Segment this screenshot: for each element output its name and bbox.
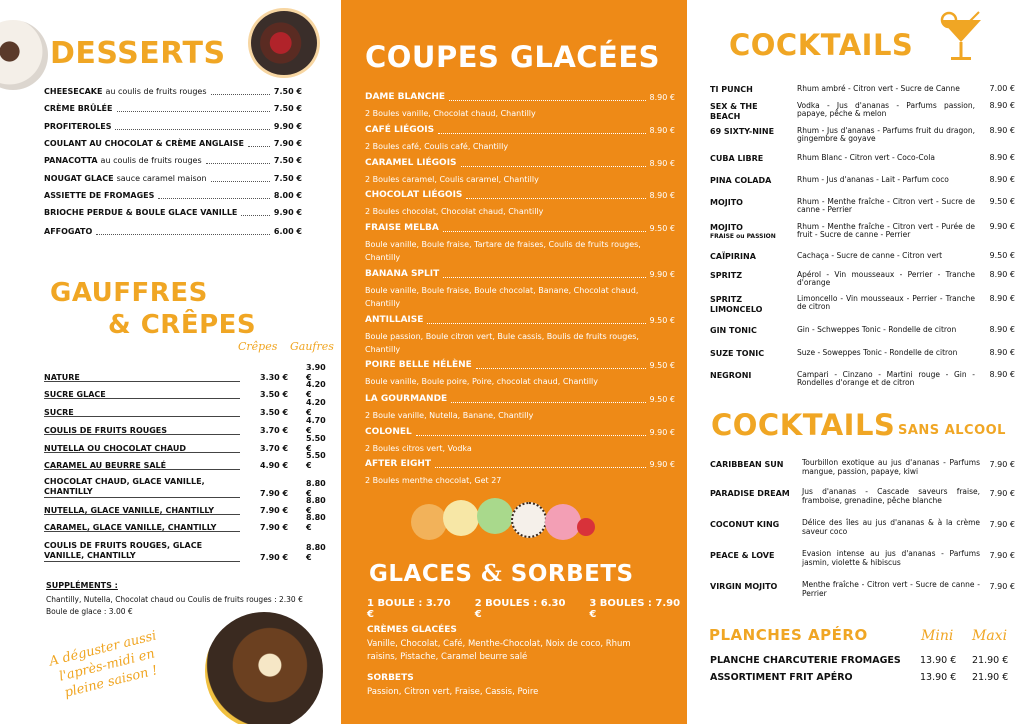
dessert-row	[44, 156, 302, 166]
cocktail-price: 8.90 €	[989, 175, 1015, 184]
dessert-price: 7.50 €	[273, 87, 302, 96]
gauffres-title: GAUFFRES	[50, 278, 208, 308]
middle-panel	[341, 0, 687, 724]
gauffre-row	[44, 451, 332, 471]
crepe-price: 3.70 €	[260, 426, 289, 435]
glaces-title-b: SORBETS	[510, 561, 634, 587]
gauffre-line	[44, 452, 240, 453]
crepe-price: 3.70 €	[260, 444, 289, 453]
supplements-title: SUPPLÉMENTS :	[46, 581, 118, 590]
coupe-desc: Boule vanille, Boule fraise, Tartare de fraises, Coulis de fruits rouges, Chantilly	[365, 240, 641, 262]
dessert-price: 7.90 €	[273, 139, 302, 148]
coupe-price: 9.90 €	[649, 428, 675, 437]
dessert-dots	[248, 146, 270, 147]
coupe-desc: Boule vanille, Boule fraise, Boule chocolat, Banane, Chocolat chaud, Chantilly	[365, 286, 639, 308]
price-3-boules: 3 BOULES : 7.90 €	[589, 598, 681, 620]
sans-alcool-price: 7.90 €	[989, 551, 1015, 560]
crepes-title: & CRÊPES	[108, 310, 257, 340]
cocktail-name	[710, 371, 790, 381]
coupe-price: 9.90 €	[649, 270, 675, 279]
coupe-dots	[435, 467, 646, 468]
gauffre-row	[44, 541, 332, 563]
coupe-desc: 2 Boule vanille, Nutella, Banane, Chantilly	[365, 411, 534, 420]
dessert-row	[44, 191, 302, 201]
coupe-item	[365, 92, 675, 120]
coupe-header	[365, 269, 675, 280]
dessert-name: NOUGAT GLACE	[44, 174, 114, 183]
coupe-name: ANTILLAISE	[365, 315, 424, 325]
coupe-name: CAFÉ LIÉGOIS	[365, 125, 435, 135]
cocktail-price: 8.90 €	[989, 126, 1015, 135]
gauffre-name: COULIS DE FRUITS ROUGES	[44, 426, 168, 435]
coupe-desc: Boule vanille, Boule poire, Poire, chocolat chaud, Chantilly	[365, 377, 598, 386]
coupe-header	[365, 223, 675, 234]
cocktail-name	[710, 154, 790, 164]
left-panel	[0, 0, 341, 724]
dessert-photo-plate	[0, 20, 48, 90]
gauffre-line	[44, 469, 240, 470]
cocktail-name-text: CAÏPIRINA	[710, 252, 756, 261]
dessert-desc: au coulis de fruits rouges	[100, 156, 202, 165]
coupe-item	[365, 269, 675, 310]
coupe-item	[365, 459, 675, 487]
desserts-title: DESSERTS	[50, 36, 226, 71]
coupe-item	[365, 223, 675, 264]
gauffre-name: CARAMEL, GLACE VANILLE, CHANTILLY	[44, 523, 217, 532]
dessert-row	[44, 122, 302, 132]
cocktail-name	[710, 85, 790, 95]
gauffre-row	[44, 434, 332, 454]
sans-alcool-name: VIRGIN MOJITO	[710, 582, 778, 591]
gauffre-row	[44, 496, 332, 516]
dessert-name: BRIOCHE PERDUE & BOULE GLACE VANILLE	[44, 208, 238, 217]
coupe-item	[365, 394, 675, 422]
dessert-row	[44, 139, 302, 149]
cocktail-desc: Rhum - Menthe fraîche - Citron vert - Sucre de canne - Perrier	[797, 197, 975, 214]
crepe-price: 7.90 €	[260, 523, 289, 532]
dessert-price: 6.00 €	[273, 227, 302, 236]
cocktail-name	[710, 271, 790, 281]
cocktail-name-text: SUZE TONIC	[710, 349, 765, 358]
coupe-price: 8.90 €	[649, 126, 675, 135]
supplements-line2: Boule de glace : 3.00 €	[46, 607, 133, 616]
cocktail-price: 9.50 €	[989, 251, 1015, 260]
coupe-header	[365, 125, 675, 136]
cocktail-price: 9.90 €	[989, 222, 1015, 231]
dessert-name: CHEESECAKE	[44, 87, 103, 96]
gauffre-name: SUCRE GLACE	[44, 390, 106, 399]
cocktail-desc: Gin - Schweppes Tonic - Rondelle de citron	[797, 325, 957, 334]
dessert-dots	[241, 215, 270, 216]
sans-alcool-name: COCONUT KING	[710, 520, 780, 529]
gaufre-price: 8.80 €	[306, 479, 326, 498]
coupe-item	[365, 190, 675, 218]
dessert-dots	[96, 234, 270, 235]
cocktail-desc: Campari - Cinzano - Martini rouge - Gin - Rondelles d'orange et de citron	[797, 370, 975, 387]
planche-maxi: 21.90 €	[972, 655, 1009, 666]
coupe-header	[365, 394, 675, 405]
dessert-dots	[115, 129, 269, 130]
gauffre-row	[44, 513, 332, 533]
dessert-desc: sauce caramel maison	[116, 174, 207, 183]
sorbets-list: Passion, Citron vert, Fraise, Cassis, Poire	[367, 687, 539, 697]
cocktail-name	[710, 326, 790, 336]
cocktail-price: 7.00 €	[989, 84, 1015, 93]
coupe-name: LA GOURMANDE	[365, 394, 448, 404]
sans-alcool-price: 7.90 €	[989, 460, 1015, 469]
coupe-header	[365, 459, 675, 470]
coupe-header	[365, 92, 675, 103]
coupe-price: 9.50 €	[649, 361, 675, 370]
coupe-name: AFTER EIGHT	[365, 459, 432, 469]
dessert-dots	[206, 163, 270, 164]
sans-alcool-name: PARADISE DREAM	[710, 489, 790, 498]
gaufre-price: 8.80 €	[306, 513, 326, 532]
coupe-price: 9.50 €	[649, 316, 675, 325]
cocktail-name-text: PINA COLADA	[710, 176, 772, 185]
cocktail-name-text: MOJITO	[710, 198, 743, 207]
dessert-price: 9.90 €	[273, 208, 302, 217]
sans-alcool-desc: Menthe fraîche - Citron vert - Sucre de canne - Perrier	[802, 580, 980, 598]
dessert-name: AFFOGATO	[44, 227, 93, 236]
sans-alcool-desc: Tourbillon exotique au jus d'ananas - Parfums mangue, passion, papaye, kiwi	[802, 458, 980, 476]
gaufre-price: 8.80 €	[306, 543, 326, 562]
waffle-photo	[205, 612, 323, 724]
coupe-header	[365, 158, 675, 169]
cocktail-desc: Rhum Blanc - Citron vert - Coco-Cola	[797, 153, 935, 162]
gaufres-column-label: Gaufres	[290, 340, 334, 353]
cocktail-name	[710, 198, 790, 208]
cocktail-glass-icon	[937, 10, 985, 64]
gauffre-line	[44, 531, 240, 532]
coupe-dots	[461, 166, 646, 167]
coupe-item	[365, 158, 675, 186]
planche-name: PLANCHE CHARCUTERIE FROMAGES	[710, 655, 901, 666]
coupe-price: 9.90 €	[649, 460, 675, 469]
crepe-price: 7.90 €	[260, 506, 289, 515]
cocktail-name	[710, 223, 790, 240]
cremes-title: CRÈMES GLACÉES	[367, 625, 457, 635]
gaufre-price: 4.20 €	[306, 380, 326, 399]
dessert-row	[44, 227, 302, 237]
planche-name: ASSORTIMENT FRIT APÉRO	[710, 672, 853, 683]
cocktail-desc: Rhum ambré - Citron vert - Sucre de Canne	[797, 84, 960, 93]
cocktail-price: 8.90 €	[989, 348, 1015, 357]
planche-mini: 13.90 €	[920, 655, 957, 666]
dessert-row	[44, 208, 302, 218]
gaufre-price: 4.70 €	[306, 416, 326, 435]
dessert-dots	[117, 111, 270, 112]
dessert-dots	[158, 198, 270, 199]
gaufre-price: 5.50 €	[306, 451, 326, 470]
dessert-name: PROFITEROLES	[44, 122, 112, 131]
cocktail-price: 9.50 €	[989, 197, 1015, 206]
cocktail-name-text: 69 SIXTY-NINE	[710, 127, 775, 136]
gauffre-name: CHOCOLAT CHAUD, GLACE VANILLE, CHANTILLY	[44, 477, 205, 496]
cocktail-name-text: GIN TONIC	[710, 326, 757, 335]
sans-alcool-price: 7.90 €	[989, 489, 1015, 498]
coupe-price: 9.50 €	[649, 395, 675, 404]
crepe-price: 4.90 €	[260, 461, 289, 470]
cocktail-name	[710, 102, 790, 122]
cocktail-name	[710, 349, 790, 359]
sans-alcool-desc: Jus d'ananas - Cascade saveurs fraise, framboise, grenadine, pêche blanche	[802, 487, 980, 505]
crepe-price: 7.90 €	[260, 489, 289, 498]
coupe-header	[365, 427, 675, 438]
sans-alcool-desc: Délice des îles au jus d'ananas & à la crème saveur coco	[802, 518, 980, 536]
coupe-dots	[449, 100, 645, 101]
gauffre-name: NATURE	[44, 373, 80, 382]
sans-alcool-subtitle: SANS ALCOOL	[898, 423, 1006, 438]
coupe-dots	[466, 198, 645, 199]
cocktails-title: COCKTAILS	[729, 28, 914, 62]
cocktail-name	[710, 295, 790, 315]
coupe-dots	[443, 277, 645, 278]
dessert-row	[44, 174, 302, 184]
sans-alcool-price: 7.90 €	[989, 582, 1015, 591]
cocktail-price: 8.90 €	[989, 325, 1015, 334]
coupe-desc: 2 Boules citros vert, Vodka	[365, 444, 472, 453]
coupe-price: 8.90 €	[649, 93, 675, 102]
coupe-item	[365, 315, 675, 356]
glaces-title-amp: &	[481, 560, 503, 587]
price-2-boules: 2 BOULES : 6.30 €	[474, 598, 566, 620]
glaces-title-a: GLACES	[369, 561, 473, 587]
coupe-dots	[438, 133, 645, 134]
ice-cream-scoops-illustration	[411, 494, 611, 554]
cocktail-desc: Cachaça - Sucre de canne - Citron vert	[797, 251, 943, 260]
gauffre-row	[44, 477, 332, 499]
gauffre-row	[44, 416, 332, 436]
cocktail-name-text: MOJITO	[710, 223, 743, 232]
cocktail-price: 8.90 €	[989, 294, 1015, 303]
gauffre-row	[44, 398, 332, 418]
planche-maxi: 21.90 €	[972, 672, 1009, 683]
gauffre-line	[44, 434, 240, 435]
coupe-desc: Boule passion, Boule citron vert, Bule cassis, Boulis de fruits rouges, Chantilly	[365, 332, 639, 354]
sans-alcool-desc: Evasion intense au jus d'ananas - Parfums jasmin, violette & hibiscus	[802, 549, 980, 567]
crepe-price: 7.90 €	[260, 553, 289, 562]
cocktail-price: 8.90 €	[989, 370, 1015, 379]
gauffre-line	[44, 398, 240, 399]
gaufre-price: 4.20 €	[306, 398, 326, 417]
crepe-price: 3.50 €	[260, 390, 289, 399]
coupe-dots	[451, 402, 645, 403]
cocktail-desc: Limoncello - Vin mousseaux - Perrier - Tranche de citron	[797, 294, 975, 311]
coupe-dots	[416, 435, 646, 436]
cocktail-name-text: TI PUNCH	[710, 85, 753, 94]
cocktail-name	[710, 252, 790, 262]
coupe-name: DAME BLANCHE	[365, 92, 446, 102]
sorbets-title: SORBETS	[367, 673, 414, 683]
cremes-list: Vanille, Chocolat, Café, Menthe-Chocolat, Noix de coco, Rhum raisins, Pistache, Caramel beurre salé	[367, 639, 631, 662]
dessert-price: 7.50 €	[273, 104, 302, 113]
gauffre-name: SUCRE	[44, 408, 74, 417]
cocktail-desc: Suze - Soweppes Tonic - Rondelle de citron	[797, 348, 958, 357]
coupe-name: FRAISE MELBA	[365, 223, 439, 233]
dessert-row	[44, 87, 302, 97]
gaufre-price: 8.80 €	[306, 496, 326, 515]
cocktail-desc: Apérol - Vin mousseaux - Perrier - Tranche d'orange	[797, 270, 975, 287]
cocktail-desc: Rhum - Jus d'ananas - Lait - Parfum coco	[797, 175, 949, 184]
dessert-photo-cake	[248, 8, 320, 78]
sans-alcool-name: CARIBBEAN SUN	[710, 460, 784, 469]
planche-mini: 13.90 €	[920, 672, 957, 683]
dessert-price: 7.50 €	[273, 156, 302, 165]
coupe-header	[365, 315, 675, 326]
glaces-prices	[367, 598, 687, 620]
coupe-dots	[427, 323, 645, 324]
gaufre-price: 3.90 €	[306, 363, 326, 382]
cocktail-price: 8.90 €	[989, 101, 1015, 110]
coupes-title: COUPES GLACÉES	[365, 40, 661, 74]
cocktail-name-text: CUBA LIBRE	[710, 154, 764, 163]
cocktail-name-text: SPRITZ	[710, 271, 743, 280]
cocktail-name-text: SEX & THE BEACH	[710, 102, 758, 121]
gauffre-line	[44, 416, 240, 417]
cocktail-name-text: SPRITZ LIMONCELO	[710, 295, 763, 314]
dessert-price: 9.90 €	[273, 122, 302, 131]
coupe-name: POIRE BELLE HÉLÈNE	[365, 360, 472, 370]
price-1-boule: 1 BOULE : 3.70 €	[367, 598, 451, 620]
dessert-dots	[211, 181, 270, 182]
supplements-line1: Chantilly, Nutella, Chocolat chaud ou Coulis de fruits rouges : 2.30 €	[46, 595, 303, 604]
cocktail-desc: Rhum - Menthe fraîche - Citron vert - Purée de fruit - Sucre de canne - Perrier	[797, 222, 975, 239]
cocktail-price: 8.90 €	[989, 153, 1015, 162]
gauffre-name: NUTELLA, GLACE VANILLE, CHANTILLY	[44, 506, 215, 515]
cocktail-price: 8.90 €	[989, 270, 1015, 279]
cocktail-name	[710, 127, 790, 137]
coupe-name: CHOCOLAT LIÉGOIS	[365, 190, 463, 200]
cocktail-desc: Rhum - Jus d'ananas - Parfums fruit du dragon, gingembre & goyave	[797, 126, 975, 143]
coupe-item	[365, 360, 675, 388]
cocktail-desc: Vodka - Jus d'ananas - Parfums passion, papaye, pêche & melon	[797, 101, 975, 118]
dessert-dots	[211, 94, 270, 95]
gaufre-price: 5.50 €	[306, 434, 326, 453]
mini-column-label: Mini	[921, 628, 954, 644]
dessert-name: COULANT AU CHOCOLAT & CRÈME ANGLAISE	[44, 139, 244, 148]
right-panel	[687, 0, 1024, 724]
dessert-row	[44, 104, 302, 114]
gauffre-row	[44, 380, 332, 400]
sans-alcool-name: PEACE & LOVE	[710, 551, 775, 560]
gauffre-line	[44, 514, 240, 515]
coupe-name: COLONEL	[365, 427, 412, 437]
dessert-price: 7.50 €	[273, 174, 302, 183]
gauffre-row	[44, 363, 332, 383]
coupe-item	[365, 427, 675, 455]
coupe-price: 8.90 €	[649, 159, 675, 168]
dessert-desc: au coulis de fruits rouges	[105, 87, 207, 96]
cocktail-name	[710, 176, 790, 186]
coupe-desc: 2 Boules vanille, Chocolat chaud, Chantilly	[365, 109, 536, 118]
gauffre-name: COULIS DE FRUITS ROUGES, GLACE VANILLE, CHANTILLY	[44, 541, 203, 560]
gauffre-line	[44, 381, 240, 382]
coupe-desc: 2 Boules chocolat, Chocolat chaud, Chantilly	[365, 207, 544, 216]
cocktail-subname: FRAISE ou PASSION	[710, 233, 776, 240]
sans-alcool-title: COCKTAILS	[711, 408, 896, 442]
afternoon-slogan: A déguster aussi l'après-midi en pleine saison !	[47, 628, 160, 701]
gauffre-line	[44, 561, 240, 562]
coupe-dots	[476, 368, 646, 369]
gauffre-name: CARAMEL AU BEURRE SALÉ	[44, 461, 167, 470]
coupe-price: 8.90 €	[649, 191, 675, 200]
dessert-name: ASSIETTE DE FROMAGES	[44, 191, 155, 200]
gauffre-line	[44, 497, 240, 498]
cocktail-name-text: NEGRONI	[710, 371, 752, 380]
coupe-header	[365, 360, 675, 371]
coupe-price: 9.50 €	[649, 224, 675, 233]
dessert-name: PANACOTTA	[44, 156, 98, 165]
sans-alcool-price: 7.90 €	[989, 520, 1015, 529]
coupe-desc: 2 Boules caramel, Coulis caramel, Chantilly	[365, 175, 539, 184]
coupe-name: CARAMEL LIÉGOIS	[365, 158, 457, 168]
glaces-title	[369, 560, 634, 587]
coupe-header	[365, 190, 675, 201]
coupe-dots	[443, 231, 646, 232]
dessert-name: CRÈME BRÛLÉE	[44, 104, 113, 113]
coupe-desc: 2 Boules menthe chocolat, Get 27	[365, 476, 502, 485]
crepes-column-label: Crêpes	[238, 340, 278, 353]
dessert-price: 8.00 €	[273, 191, 302, 200]
gauffre-name: NUTELLA OU CHOCOLAT CHAUD	[44, 444, 186, 453]
coupe-name: BANANA SPLIT	[365, 269, 440, 279]
coupe-item	[365, 125, 675, 153]
crepe-price: 3.50 €	[260, 408, 289, 417]
maxi-column-label: Maxi	[972, 628, 1008, 644]
crepe-price: 3.30 €	[260, 373, 289, 382]
planches-title: PLANCHES APÉRO	[709, 626, 868, 644]
coupe-desc: 2 Boules café, Coulis café, Chantilly	[365, 142, 509, 151]
